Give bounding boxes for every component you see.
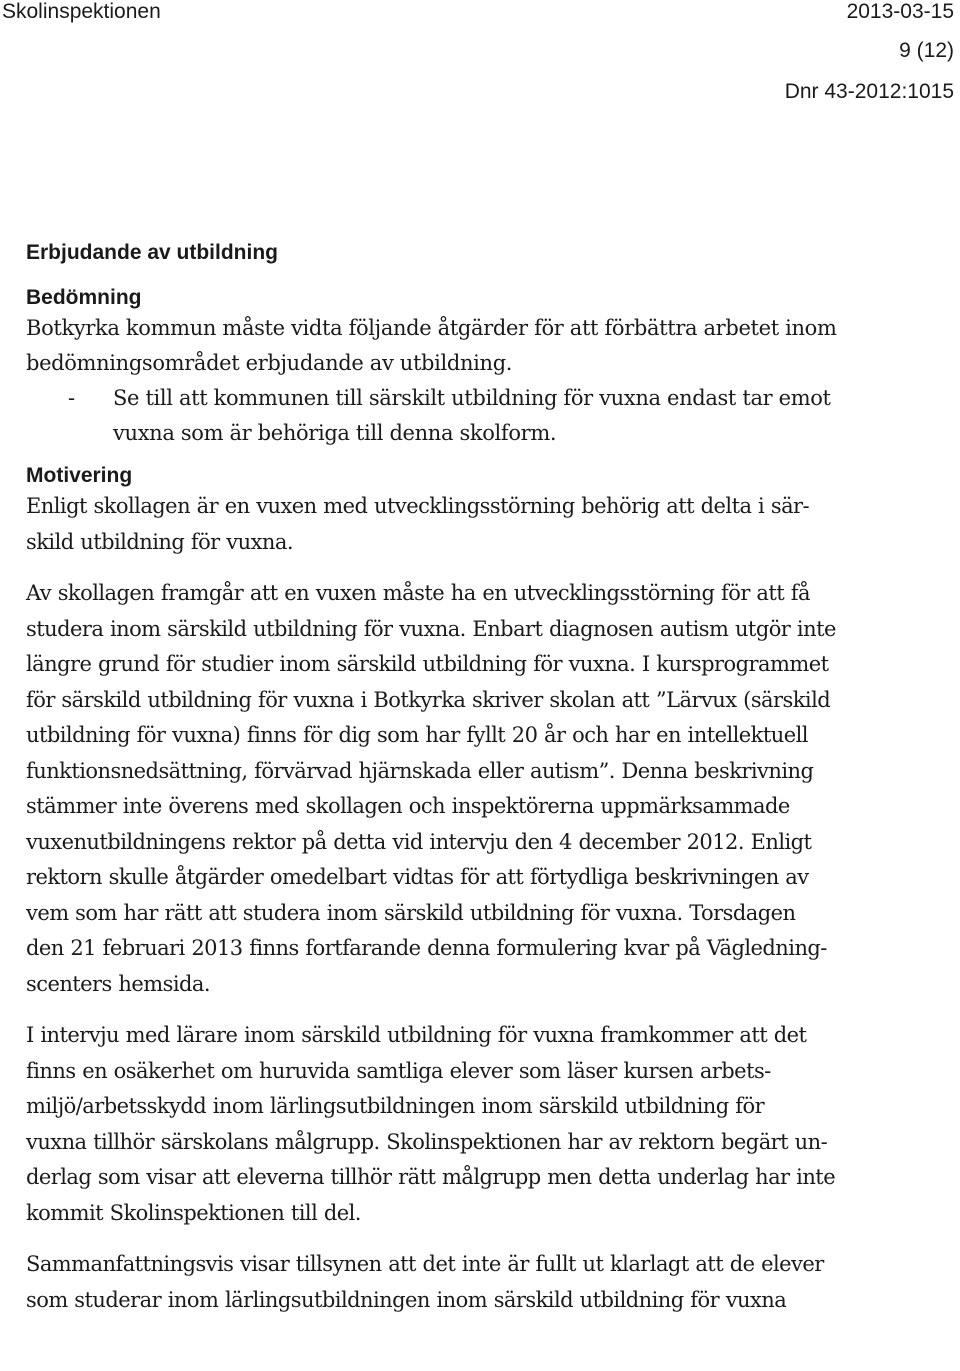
text-line: derlag som visar att eleverna tillhör rätt målgrupp men detta underlag har inte — [26, 1165, 836, 1189]
text-line: rektorn skulle åtgärder omedelbart vidtas för att förtydliga beskrivningen av — [26, 865, 809, 889]
text-line: bedömningsområdet erbjudande av utbildning. — [26, 351, 513, 375]
bullet-dash: - — [68, 386, 75, 410]
text-line: vuxna tillhör särskolans målgrupp. Skolinspektionen har av rektorn begärt un- — [26, 1129, 828, 1154]
motivation-heading: Motivering — [26, 464, 133, 487]
paragraph-2 — [26, 576, 946, 1002]
header-organization: Skolinspektionen — [2, 0, 161, 23]
text-line: studera inom särskild utbildning för vuxna. Enbart diagnosen autism utgör inte — [26, 616, 836, 641]
assessment-heading: Bedömning — [26, 286, 142, 309]
document-number: Dnr 43-2012:1015 — [784, 80, 954, 103]
text-line: vuxna som är behöriga till denna skolform. — [113, 421, 557, 445]
text-line: miljö/arbetsskydd inom lärlingsutbildningen inom särskild utbildning för — [26, 1094, 765, 1118]
text-line: Sammanfattningsvis visar tillsynen att det inte är fullt ut klarlagt att de elever — [26, 1252, 824, 1276]
paragraph-4 — [26, 1247, 946, 1318]
header-meta — [785, 0, 954, 104]
paragraph-3 — [26, 1018, 946, 1231]
text-line: Enligt skollagen är en vuxen med utvecklingsstörning behörig att delta i sär- — [26, 494, 810, 518]
page-number: 9 (12) — [899, 39, 954, 62]
text-line: scenters hemsida. — [26, 971, 210, 996]
text-line: längre grund för studier inom särskild utbildning för vuxna. I kursprogrammet — [26, 652, 829, 676]
text-line: för särskild utbildning för vuxna i Botkyrka skriver skolan att ”Lärvux (särskild — [26, 687, 831, 712]
text-line: stämmer inte överens med skollagen och inspektörerna uppmärksammade — [26, 794, 790, 818]
action-bullet — [26, 381, 946, 451]
document-body — [26, 240, 946, 1318]
text-line: I intervju med lärare inom särskild utbildning för vuxna framkommer att det — [26, 1023, 807, 1047]
bullet-text — [113, 381, 946, 451]
header-date: 2013-03-15 — [846, 0, 954, 23]
text-line: vuxenutbildningens rektor på detta vid intervju den 4 december 2012. Enligt — [26, 829, 812, 854]
text-line: skild utbildning för vuxna. — [26, 529, 293, 554]
text-line: vem som har rätt att studera inom särskild utbildning för vuxna. Torsdagen — [26, 900, 796, 925]
text-line: finns en osäkerhet om huruvida samtliga elever som läser kursen arbets- — [26, 1058, 771, 1083]
text-line: Av skollagen framgår att en vuxen måste ha en utvecklingsstörning för att få — [26, 581, 811, 605]
text-line: den 21 februari 2013 finns fortfarande denna formulering kvar på Vägledning- — [26, 936, 827, 960]
text-line: Botkyrka kommun måste vidta följande åtgärder för att förbättra arbetet inom — [26, 316, 837, 340]
text-line: Se till att kommunen till särskilt utbildning för vuxna endast tar emot — [113, 386, 831, 410]
text-line: kommit Skolinspektionen till del. — [26, 1200, 361, 1225]
text-line: utbildning för vuxna) finns för dig som har fyllt 20 år och har en intellektuell — [26, 723, 808, 747]
section-title: Erbjudande av utbildning — [26, 241, 278, 264]
text-line: som studerar inom lärlingsutbildningen inom särskild utbildning för vuxna — [26, 1287, 787, 1312]
text-line: funktionsnedsättning, förvärvad hjärnskada eller autism”. Denna beskrivning — [26, 758, 814, 783]
paragraph-1 — [26, 489, 946, 560]
assessment-paragraph — [26, 311, 946, 381]
